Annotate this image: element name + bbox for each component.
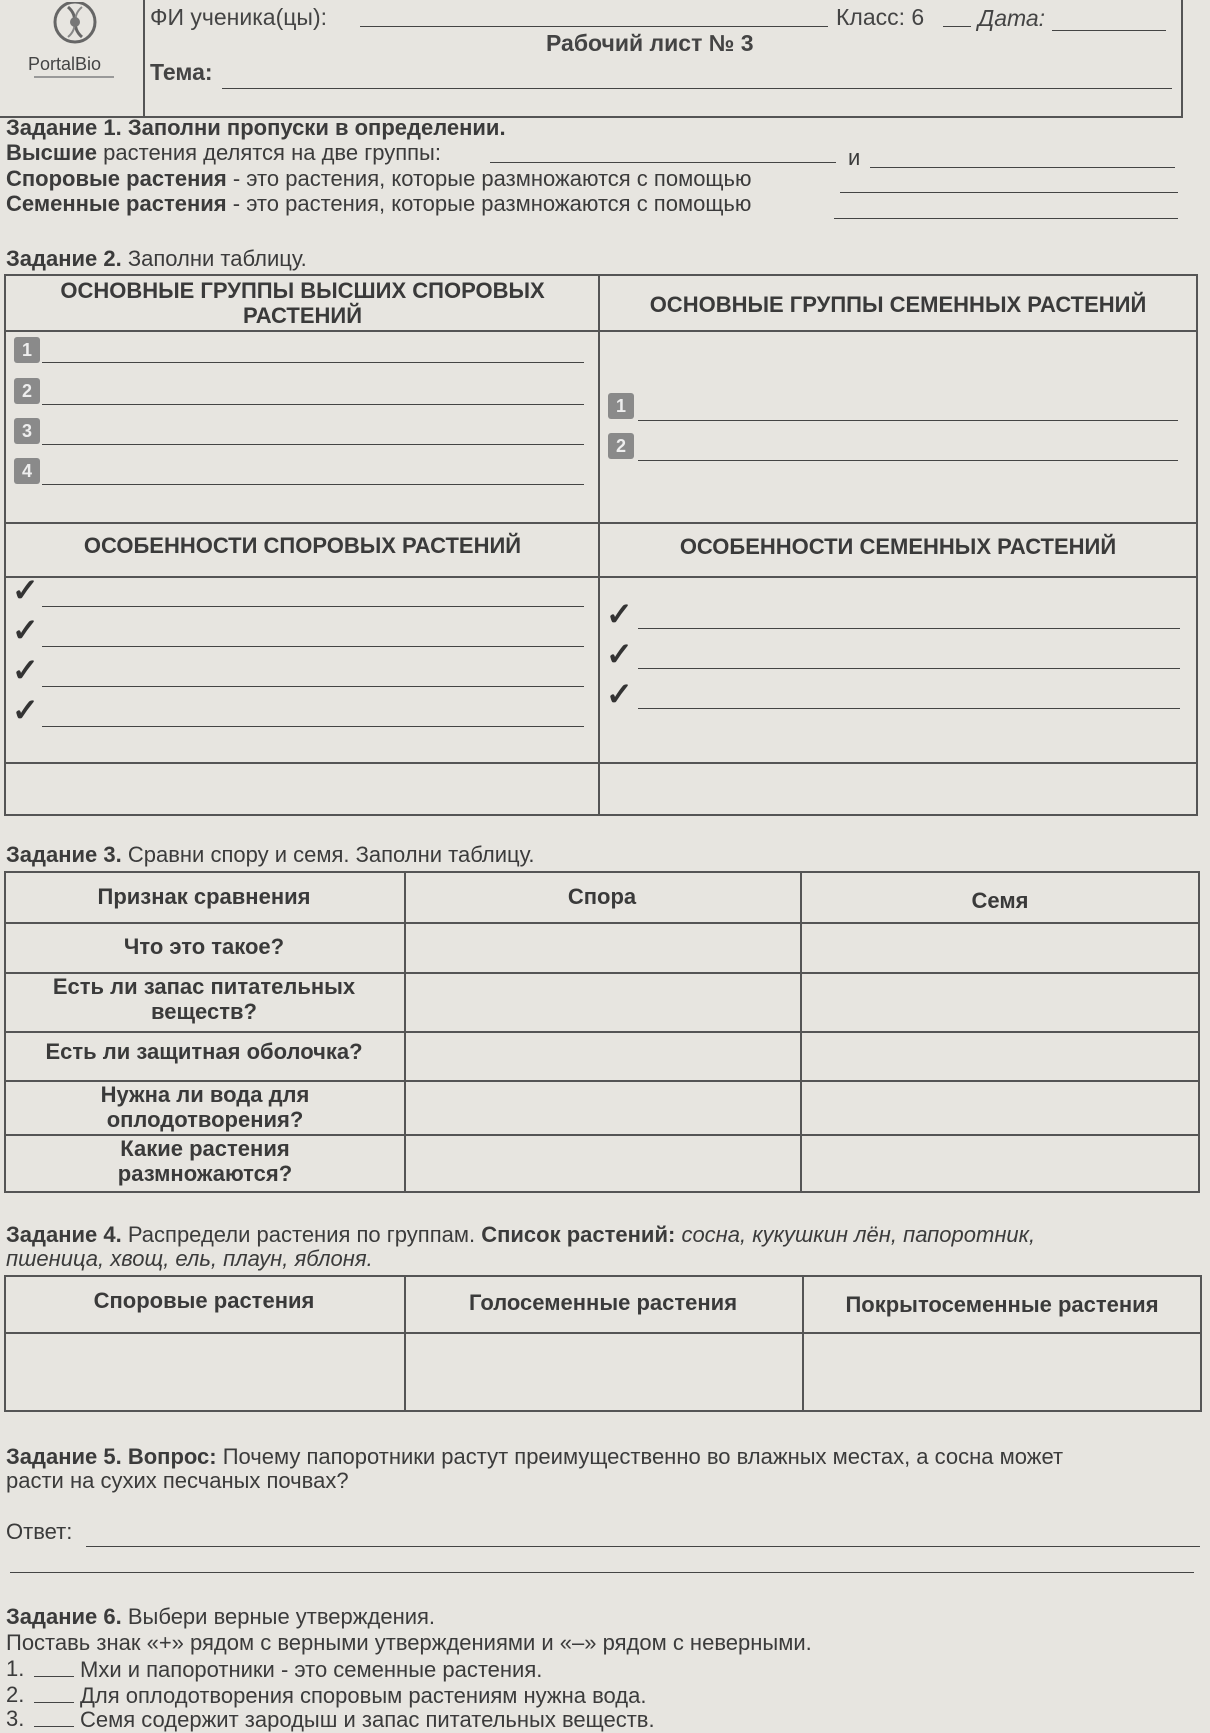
task4-title-text: Распредели растения по группам. <box>127 1222 476 1247</box>
task1-title: Задание 1. Заполни пропуски в определении. <box>6 115 506 140</box>
topic-field[interactable] <box>222 88 1172 89</box>
task2-bottom-rule <box>4 762 1198 764</box>
task4-header-rule <box>4 1332 1202 1334</box>
task1-line2 <box>6 166 752 192</box>
spore-group-num-3: 3 <box>14 418 40 444</box>
spore-group-field-3[interactable] <box>42 444 584 445</box>
task4-title-bold: Задание 4. <box>6 1222 122 1247</box>
check-icon: ✓ <box>12 652 39 688</box>
task6-item-text: Семя содержит зародыш и запас питательных веществ. <box>80 1707 655 1732</box>
task3-row-label: Нужна ли вода для оплодотворения? <box>100 1082 310 1132</box>
task6-instruction: Поставь знак «+» рядом с верными утверждениями и «–» рядом с неверными. <box>6 1630 812 1655</box>
class-label: Класс: 6 <box>836 4 925 30</box>
task1-line1-text: растения делятся на две группы: <box>103 140 441 165</box>
task6-title-bold: Задание 6. <box>6 1604 122 1629</box>
seed-feature-field-3[interactable] <box>638 708 1180 709</box>
check-icon: ✓ <box>606 636 633 672</box>
task1-blank3[interactable] <box>840 192 1178 193</box>
spore-feature-field-1[interactable] <box>42 606 584 607</box>
task1-and: и <box>848 145 861 170</box>
task1-line2-bold: Споровые растения <box>6 166 227 191</box>
check-icon: ✓ <box>12 572 39 608</box>
class-field[interactable] <box>943 26 971 27</box>
task1-line1-bold: Высшие <box>6 140 98 165</box>
task5-title-bold: Задание 5. Вопрос: <box>6 1444 217 1469</box>
task1-line1 <box>6 140 441 166</box>
spore-group-field-2[interactable] <box>42 404 584 405</box>
spore-group-field-1[interactable] <box>42 362 584 363</box>
seed-group-field-2[interactable] <box>638 460 1178 461</box>
check-icon: ✓ <box>12 612 39 648</box>
check-icon: ✓ <box>12 692 39 728</box>
spore-group-field-4[interactable] <box>42 484 584 485</box>
check-icon: ✓ <box>606 596 633 632</box>
topic-label: Тема: <box>150 59 213 85</box>
date-field[interactable] <box>1052 30 1166 31</box>
task2-col2-header: ОСНОВНЫЕ ГРУППЫ СЕМЕННЫХ РАСТЕНИЙ <box>649 292 1147 317</box>
task3-row-label: Что это такое? <box>123 934 285 959</box>
seed-group-num-1: 1 <box>608 393 634 419</box>
task3-title <box>6 842 535 868</box>
logo-text: PortalBio <box>28 54 102 74</box>
spore-group-num-1: 1 <box>14 337 40 363</box>
task5-question-text: Почему папоротники растут преимущественно во влажных местах, а сосна может <box>222 1444 1064 1469</box>
task1-blank1[interactable] <box>490 162 836 163</box>
task6-answer-field-2[interactable] <box>34 1702 74 1703</box>
task5-question-cont: расти на сухих песчаных почвах? <box>6 1468 349 1493</box>
task2-header-rule <box>4 330 1198 332</box>
task6-item-text: Для оплодотворения споровым растениям нужна вода. <box>80 1683 647 1708</box>
task4-header-angio: Покрытосеменные растения <box>845 1292 1159 1317</box>
task4-list-label: Список растений: <box>481 1222 676 1247</box>
task1-line3 <box>6 191 751 217</box>
spore-feature-field-3[interactable] <box>42 686 584 687</box>
task2-col2-features: ОСОБЕННОСТИ СЕМЕННЫХ РАСТЕНИЙ <box>679 534 1117 559</box>
student-label: ФИ ученика(цы): <box>150 4 328 30</box>
spore-feature-field-2[interactable] <box>42 646 584 647</box>
task5-answer-label: Ответ: <box>6 1519 73 1544</box>
dna-logo-icon <box>40 2 110 47</box>
task1-line2-text: - это растения, которые размножаются с помощью <box>232 166 752 191</box>
task6-answer-field-1[interactable] <box>34 1676 74 1677</box>
task3-row-rule <box>4 1031 1200 1033</box>
task2-mid-rule <box>4 522 1198 524</box>
task3-row-rule <box>4 922 1200 924</box>
logo <box>0 0 145 118</box>
student-name-field[interactable] <box>360 26 828 27</box>
task3-title-text: Сравни спору и семя. Заполни таблицу. <box>127 842 535 867</box>
task1-line3-bold: Семенные растения <box>6 191 227 216</box>
task3-header-spore: Спора <box>567 884 637 909</box>
task1-blank2[interactable] <box>870 167 1175 168</box>
task4-header-spore: Споровые растения <box>93 1288 315 1313</box>
task5-answer-field-2[interactable] <box>10 1572 1194 1573</box>
task2-col1-header: ОСНОВНЫЕ ГРУППЫ ВЫСШИХ СПОРОВЫХ РАСТЕНИЙ <box>60 278 545 328</box>
task3-header-seed: Семя <box>971 888 1029 913</box>
task6-item-text: Мхи и папоротники - это семенные растения. <box>80 1657 543 1682</box>
check-icon: ✓ <box>606 676 633 712</box>
task5-question <box>6 1444 1206 1470</box>
task2-features-rule <box>4 576 1198 578</box>
task4-list-items: сосна, кукушкин лён, папоротник, <box>681 1222 1036 1247</box>
seed-feature-field-2[interactable] <box>638 668 1180 669</box>
task3-row-label: Какие растения размножаются? <box>117 1136 293 1186</box>
task2-col1-features: ОСОБЕННОСТИ СПОРОВЫХ РАСТЕНИЙ <box>83 533 522 558</box>
task6-item-num: 2. <box>6 1682 25 1707</box>
seed-feature-field-1[interactable] <box>638 628 1180 629</box>
worksheet-title: Рабочий лист № 3 <box>546 30 754 56</box>
task4-title <box>6 1222 1202 1248</box>
task3-row-label: Есть ли запас питательных веществ? <box>52 974 356 1024</box>
task2-title <box>6 246 307 272</box>
task4-list-items-cont: пшеница, хвощ, ель, плаун, яблоня. <box>6 1246 373 1271</box>
spore-group-num-2: 2 <box>14 378 40 404</box>
task3-header-criterion: Признак сравнения <box>97 884 311 909</box>
spore-group-num-4: 4 <box>14 458 40 484</box>
task6-item-num: 1. <box>6 1656 25 1681</box>
task4-header-gymno: Голосеменные растения <box>468 1290 738 1315</box>
task1-line3-text: - это растения, которые размножаются с помощью <box>232 191 752 216</box>
task6-answer-field-3[interactable] <box>34 1726 74 1727</box>
spore-feature-field-4[interactable] <box>42 726 584 727</box>
task3-row-label: Есть ли защитная оболочка? <box>45 1039 363 1064</box>
task5-answer-field-1[interactable] <box>86 1546 1200 1547</box>
seed-group-field-1[interactable] <box>638 420 1178 421</box>
task6-title <box>6 1604 435 1630</box>
task2-title-text: Заполни таблицу. <box>127 246 307 271</box>
seed-group-num-2: 2 <box>608 433 634 459</box>
task2-title-bold: Задание 2. <box>6 246 122 271</box>
date-label: Дата: <box>978 5 1046 31</box>
task6-item-num: 3. <box>6 1706 25 1731</box>
logo-underline <box>34 76 114 78</box>
task1-blank4[interactable] <box>834 218 1178 219</box>
task3-title-bold: Задание 3. <box>6 842 122 867</box>
task6-title-text: Выбери верные утверждения. <box>127 1604 436 1629</box>
